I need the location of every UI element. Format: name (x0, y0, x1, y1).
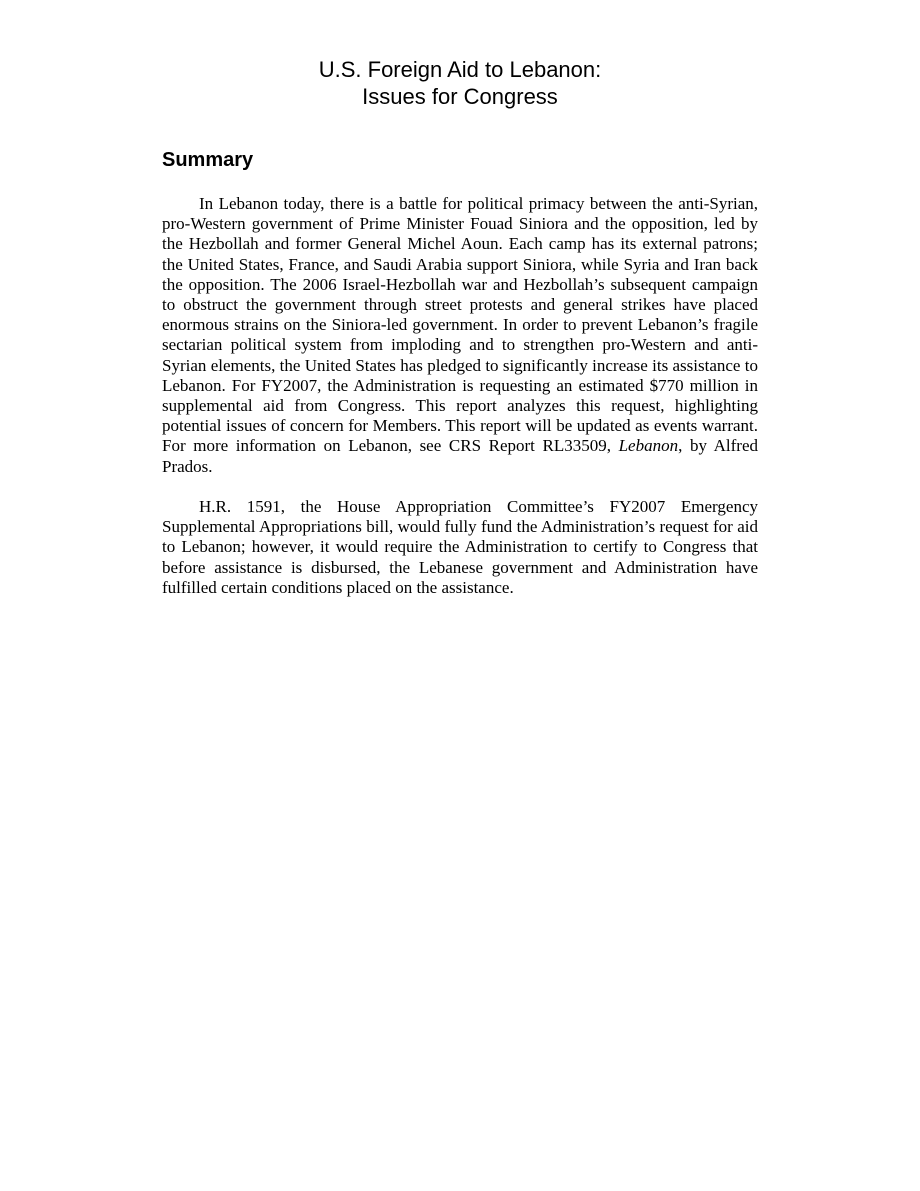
title-line-1: U.S. Foreign Aid to Lebanon: (318, 57, 602, 82)
paragraph-1-italic-title: Lebanon (618, 436, 679, 456)
summary-paragraph-1 (162, 194, 758, 477)
section-heading-summary: Summary (162, 149, 254, 171)
paragraph-1-text: In Lebanon today, there is a battle for political primacy between the anti-Syrian, pro-Western government of Prime Minister Fouad Siniora and the opposition, led by the Hezbollah and former General Michel Aoun. Each camp has its external patrons; the United States, France, and Saudi Arabia support Siniora, while Syria and Iran back the opposition. The 2006 Israel-Hezbollah war and Hezbollah’s subsequent campaign to obstruct the government through street protests and general strikes have placed enormous strains on the Siniora-led government. In order to prevent Lebanon’s fragile sectarian political system from imploding and to strengthen pro-Western and anti-Syrian elements, the United States has pledged to significantly increase its assistance to Lebanon. For FY2007, the Administration is requesting an estimated $770 million in supplemental aid from Congress. This report analyzes this request, highlighting potential issues of concern for Members. This report will be updated as events warrant. For more information on Lebanon, see CRS Report RL33509, (162, 194, 758, 456)
title-line-2: Issues for Congress (362, 84, 558, 109)
summary-paragraph-2: H.R. 1591, the House Appropriation Committee’s FY2007 Emergency Supplemental Appropriations bill, would fully fund the Administration’s request for aid to Lebanon; however, it would require the Administration to certify to Congress that before assistance is disbursed, the Lebanese government and Administration have fulfilled certain conditions placed on the assistance. (162, 497, 758, 597)
document-title (162, 56, 758, 110)
paragraph-1-text-end: , by Alfred Prados. (162, 436, 758, 476)
